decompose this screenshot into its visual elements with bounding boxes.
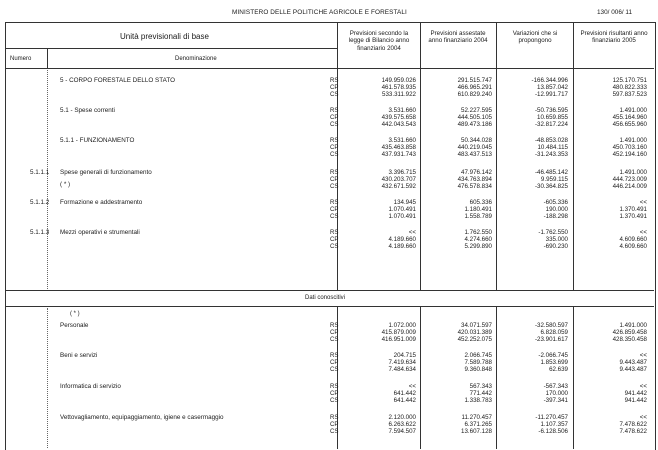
value-c4: 1.491.000 [619,107,647,114]
value-c2: 13.607.128 [461,428,492,436]
value-c2: 4.274.660 [464,236,492,244]
tag-rs: RS [330,322,339,329]
value-c3: 9.959.115 [540,176,568,184]
value-c4: << [639,383,647,390]
value-c3: 1.107.357 [540,421,568,429]
value-c2: 483.437.513 [457,151,492,159]
value-c2: 567.343 [469,383,492,390]
section-line-bottom [5,306,654,307]
value-c2: 52.227.595 [461,107,492,114]
value-c3: -50.736.595 [534,107,568,114]
row-label: Informatica di servizio [60,383,121,390]
value-c4: 1.370.491 [619,213,647,221]
tag-rs: RS [330,169,339,176]
section-title: Dati conoscitivi [305,295,346,301]
denominazione-heading: Denominazione [175,56,217,62]
value-c2: 11.270.457 [461,414,492,421]
value-c2: 291.515.747 [457,77,492,84]
value-c3: -30.364.825 [534,183,568,191]
value-c2: 50.344.028 [461,137,492,144]
value-c3: -31.243.353 [534,151,568,159]
value-c4: << [639,352,647,359]
value-c1: << [408,229,416,236]
value-c3: 335.000 [545,236,568,244]
value-c4: 941.442 [624,390,647,398]
value-c4: << [639,229,647,236]
row-label: Spese generali di funzionamento [60,169,152,176]
value-c2: 610.829.240 [457,91,492,99]
tag-cp: CP [330,144,339,152]
asterisk-note: ( * ) [70,311,80,317]
value-c4: 125.170.751 [612,77,647,84]
value-c4: 1.491.000 [619,322,647,329]
value-c3: -567.343 [543,383,568,390]
col-divider-4b [573,306,574,449]
value-c1: 4.189.660 [388,243,416,251]
value-c4: 7.478.622 [619,428,647,436]
value-c4: 452.194.160 [612,151,647,159]
col1-heading: Previsioni secondo la legge di Bilancio anno finanziario 2004 [348,30,410,52]
row-code: 5.1.1.1 [30,169,50,176]
col-divider-4 [573,22,574,290]
value-c3: 10.484.115 [537,144,568,152]
tag-rs: RS [330,77,339,84]
value-c3: -2.066.745 [538,352,568,359]
value-c1: 7.419.634 [388,359,416,367]
value-c1: 461.578.935 [381,84,416,92]
tag-rs: RS [330,199,339,206]
row-label: Vettovagliamento, equipaggiamento, igiene e casermaggio [60,414,224,421]
value-c3: -32.817.224 [534,121,568,129]
value-c2: 489.473.186 [457,121,492,129]
value-c4: << [639,414,647,421]
tag-cs: CS [330,366,339,374]
value-c1: 2.120.000 [388,414,416,421]
value-c2: 6.371.265 [464,421,492,429]
numero-heading: Numero [10,56,32,62]
header-sep-left [5,48,337,49]
tag-cp: CP [330,329,339,337]
row-code: 5.1.1.3 [30,229,50,236]
value-c4: << [639,199,647,206]
value-c3: 170.000 [545,390,568,398]
value-c2: 452.252.075 [457,336,492,344]
value-c2: 34.071.597 [461,322,492,329]
value-c1: 1.070.491 [388,206,416,214]
row-code: 5.1.1.2 [30,199,50,206]
value-c4: 450.703.160 [612,144,647,152]
numero-dotted-divider [47,70,48,289]
value-c1: 430.203.707 [381,176,416,184]
tag-cs: CS [330,183,339,191]
value-c2: 1.558.789 [464,213,492,221]
value-c3: -46.485.142 [534,169,568,176]
value-c4: 1.491.000 [619,169,647,176]
value-c1: 1.070.491 [388,213,416,221]
value-c3: -1.762.550 [538,229,568,236]
value-c3: 6.828.059 [540,329,568,337]
row-label: Personale [60,322,89,329]
value-c4: 4.609.660 [619,236,647,244]
value-c2: 476.578.834 [457,183,492,191]
value-c3: 10.659.855 [537,114,568,122]
value-c3: -48.853.028 [534,137,568,144]
value-c1: 533.311.922 [382,91,416,99]
value-c2: 444.505.105 [457,114,492,122]
value-c3: -12.991.717 [534,91,568,99]
value-c2: 5.299.890 [464,243,492,251]
tag-rs: RS [330,137,339,144]
tag-cs: CS [330,428,339,436]
numero-dotted-divider-2 [47,308,48,448]
value-c1: << [408,383,416,390]
value-c1: 416.951.009 [381,336,416,344]
value-c1: 415.879.009 [381,329,416,337]
value-c3: 190.000 [545,206,568,214]
value-c4: 1.370.491 [619,206,647,214]
value-c3: -605.336 [543,199,568,206]
tag-rs: RS [330,383,339,390]
tag-cp: CP [330,206,339,214]
value-c3: -166.344.996 [531,77,568,84]
row-label: 5 - CORPO FORESTALE DELLO STATO [60,77,176,84]
tag-cp: CP [330,359,339,367]
numero-header-divider [47,48,48,68]
asterisk-ref: ( * ) [60,181,71,188]
value-c1: 641.442 [393,390,416,398]
value-c2: 1.762.550 [464,229,492,236]
row-label: Beni e servizi [60,352,98,359]
value-c2: 466.965.291 [457,84,492,92]
tag-cp: CP [330,176,339,184]
tag-cs: CS [330,213,339,221]
tag-rs: RS [330,352,339,359]
tag-cp: CP [330,114,339,122]
value-c2: 420.031.389 [457,329,492,337]
header-bottom-line [5,68,654,69]
value-c2: 434.763.894 [457,176,492,184]
value-c3: -32.580.597 [534,322,568,329]
value-c2: 440.219.045 [457,144,492,152]
tag-cs: CS [330,91,339,99]
value-c3: 13.857.042 [537,84,568,92]
value-c1: 3.531.660 [388,107,416,114]
value-c1: 6.263.622 [388,421,416,429]
col4-heading: Previsioni risultanti anno finanziario 2005 [580,30,648,45]
value-c3: -11.270.457 [535,414,568,421]
value-c4: 9.443.487 [619,366,647,374]
unita-heading: Unità previsionali di base [120,32,209,41]
section-line-top [5,290,654,291]
tag-rs: RS [330,107,339,114]
value-c4: 941.442 [624,397,647,405]
tag-rs: RS [330,229,339,236]
value-c1: 7.594.507 [388,428,416,436]
value-c3: 62.639 [549,366,568,374]
value-c4: 455.164.960 [612,114,647,122]
value-c4: 597.837.523 [612,91,647,99]
tag-cp: CP [330,236,339,244]
value-c2: 1.338.783 [464,397,492,405]
value-c2: 2.066.745 [464,352,492,359]
value-c1: 149.959.026 [381,77,416,84]
value-c1: 432.671.592 [381,183,416,191]
value-c2: 47.976.142 [461,169,492,176]
value-c3: 1.853.699 [540,359,568,367]
tag-cp: CP [330,390,339,398]
value-c4: 426.859.458 [612,329,647,337]
value-c1: 134.945 [393,199,416,206]
tag-cs: CS [330,151,339,159]
col3-heading: Variazioni che si propongono [512,30,558,45]
col2-heading: Previsioni assestate anno finanziario 2004 [428,30,488,45]
row-label: 5.1 - Spese correnti [60,107,115,114]
row-label: Formazione e addestramento [60,199,143,206]
value-c4: 456.655.960 [612,121,647,129]
value-c1: 641.442 [393,397,416,405]
value-c2: 7.589.788 [464,359,492,367]
value-c4: 1.491.000 [619,137,647,144]
value-c2: 771.442 [469,390,492,398]
value-c3: -23.901.617 [534,336,568,344]
value-c2: 605.336 [469,199,492,206]
tag-rs: RS [330,414,339,421]
value-c4: 444.723.009 [612,176,647,184]
value-c3: -397.341 [543,397,568,405]
value-c1: 3.396.715 [388,169,416,176]
value-c4: 446.214.009 [612,183,647,191]
value-c4: 428.350.458 [612,336,647,344]
value-c3: -690.230 [543,243,568,251]
value-c3: -6.128.506 [538,428,568,436]
row-label: 5.1.1 - FUNZIONAMENTO [60,137,135,144]
value-c2: 9.360.848 [464,366,492,374]
page-number: 130/ 006/ 11 [597,9,633,16]
value-c3: -188.298 [543,213,568,221]
value-c1: 7.484.634 [388,366,416,374]
tag-cs: CS [330,121,339,129]
tag-cs: CS [330,397,339,405]
tag-cs: CS [330,243,339,251]
tag-cs: CS [330,336,339,344]
value-c4: 4.609.660 [619,243,647,251]
value-c4: 9.443.487 [619,359,647,367]
value-c1: 442.043.543 [381,121,416,129]
ministry-header: MINISTERO DELLE POLITICHE AGRICOLE E FORESTALI [232,9,407,16]
tag-cp: CP [330,421,339,429]
value-c4: 480.822.333 [612,84,647,92]
value-c1: 4.189.660 [388,236,416,244]
value-c1: 1.072.000 [388,322,416,329]
value-c1: 435.463.858 [381,144,416,152]
row-label: Mezzi operativi e strumentali [60,229,140,236]
value-c1: 3.531.660 [388,137,416,144]
value-c2: 1.180.491 [464,206,492,214]
tag-cp: CP [330,84,339,92]
value-c4: 7.478.622 [619,421,647,429]
value-c1: 439.575.658 [381,114,416,122]
value-c1: 204.715 [393,352,416,359]
value-c1: 437.931.743 [381,151,416,159]
